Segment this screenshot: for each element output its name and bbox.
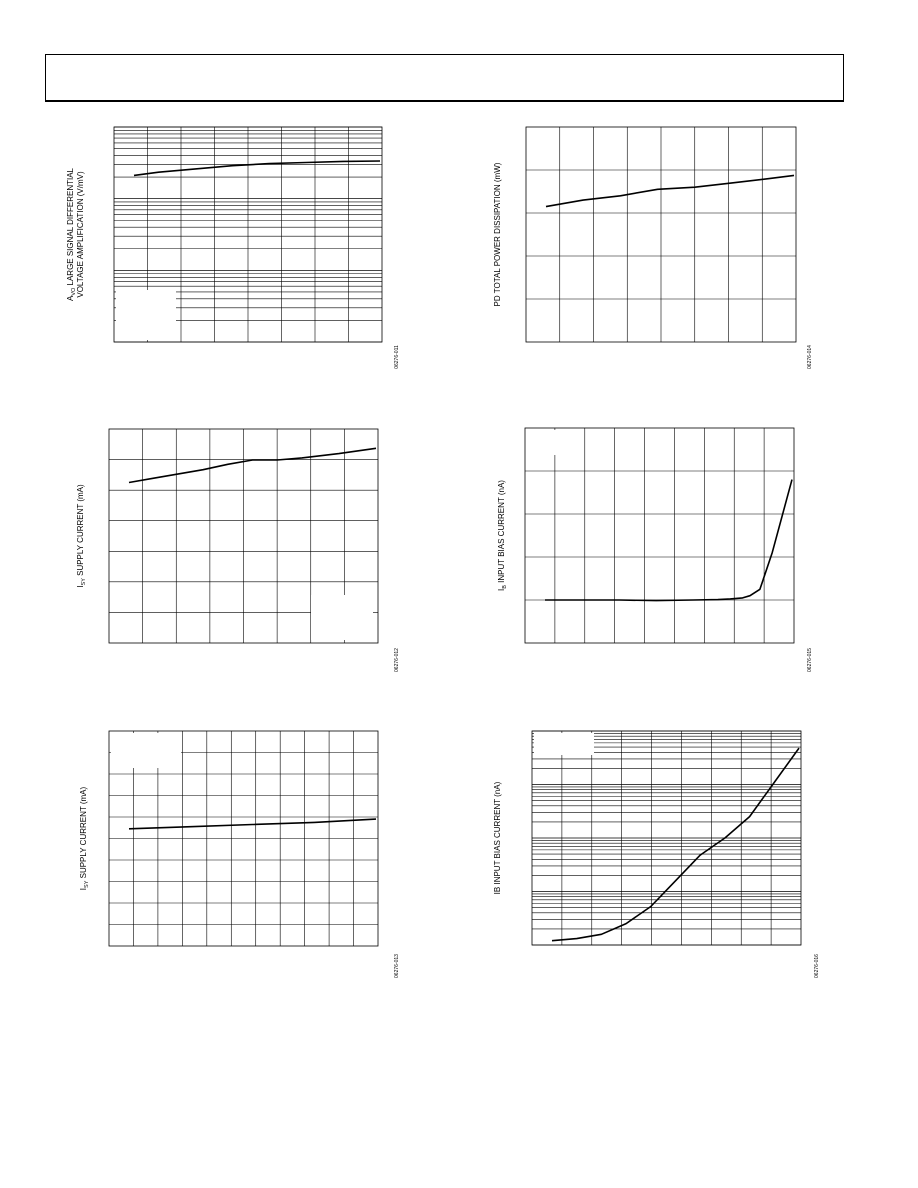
series-line xyxy=(552,748,799,941)
legend-box xyxy=(111,733,181,768)
y-axis-label: $I_B$ INPUT BIAS CURRENT (nA) xyxy=(497,480,508,591)
figure-id: 06276-014 xyxy=(807,345,813,369)
series-line xyxy=(545,480,792,601)
y-axis-label: $A_{VO}$ LARGE SIGNAL DIFFERENTIAL xyxy=(66,167,77,302)
series-line xyxy=(129,448,376,482)
figure-id: 06276-013 xyxy=(394,954,400,978)
y-axis-label: $I_{SY}$ SUPPLY CURRENT (mA) xyxy=(79,786,90,891)
chart-5 xyxy=(79,731,400,978)
figure-id: 06276-012 xyxy=(394,648,400,672)
y-axis-label: IB INPUT BIAS CURRENT (nA) xyxy=(493,781,502,895)
chart-1 xyxy=(66,127,400,369)
legend-box xyxy=(311,595,373,640)
legend-box xyxy=(534,733,594,755)
figure-id: 06276-016 xyxy=(814,954,820,978)
y-axis-label-line2: VOLTAGE AMPLIFICATION (V/mV) xyxy=(76,171,85,298)
legend-box xyxy=(528,430,558,455)
legend-box xyxy=(116,290,176,340)
chart-2 xyxy=(493,127,813,369)
series-line xyxy=(134,161,380,175)
figure-id: 06276-015 xyxy=(807,648,813,672)
chart-4 xyxy=(497,428,813,672)
y-axis-label: $I_{SY}$ SUPPLY CURRENT (mA) xyxy=(76,484,87,588)
chart-3 xyxy=(76,429,400,672)
plot-frame xyxy=(525,428,794,643)
figure-id: 06276-011 xyxy=(394,345,400,369)
series-line xyxy=(546,175,794,206)
y-axis-label: PD TOTAL POWER DISSIPATION (mW) xyxy=(493,162,502,307)
chart-6 xyxy=(493,731,820,978)
series-line xyxy=(129,819,376,829)
